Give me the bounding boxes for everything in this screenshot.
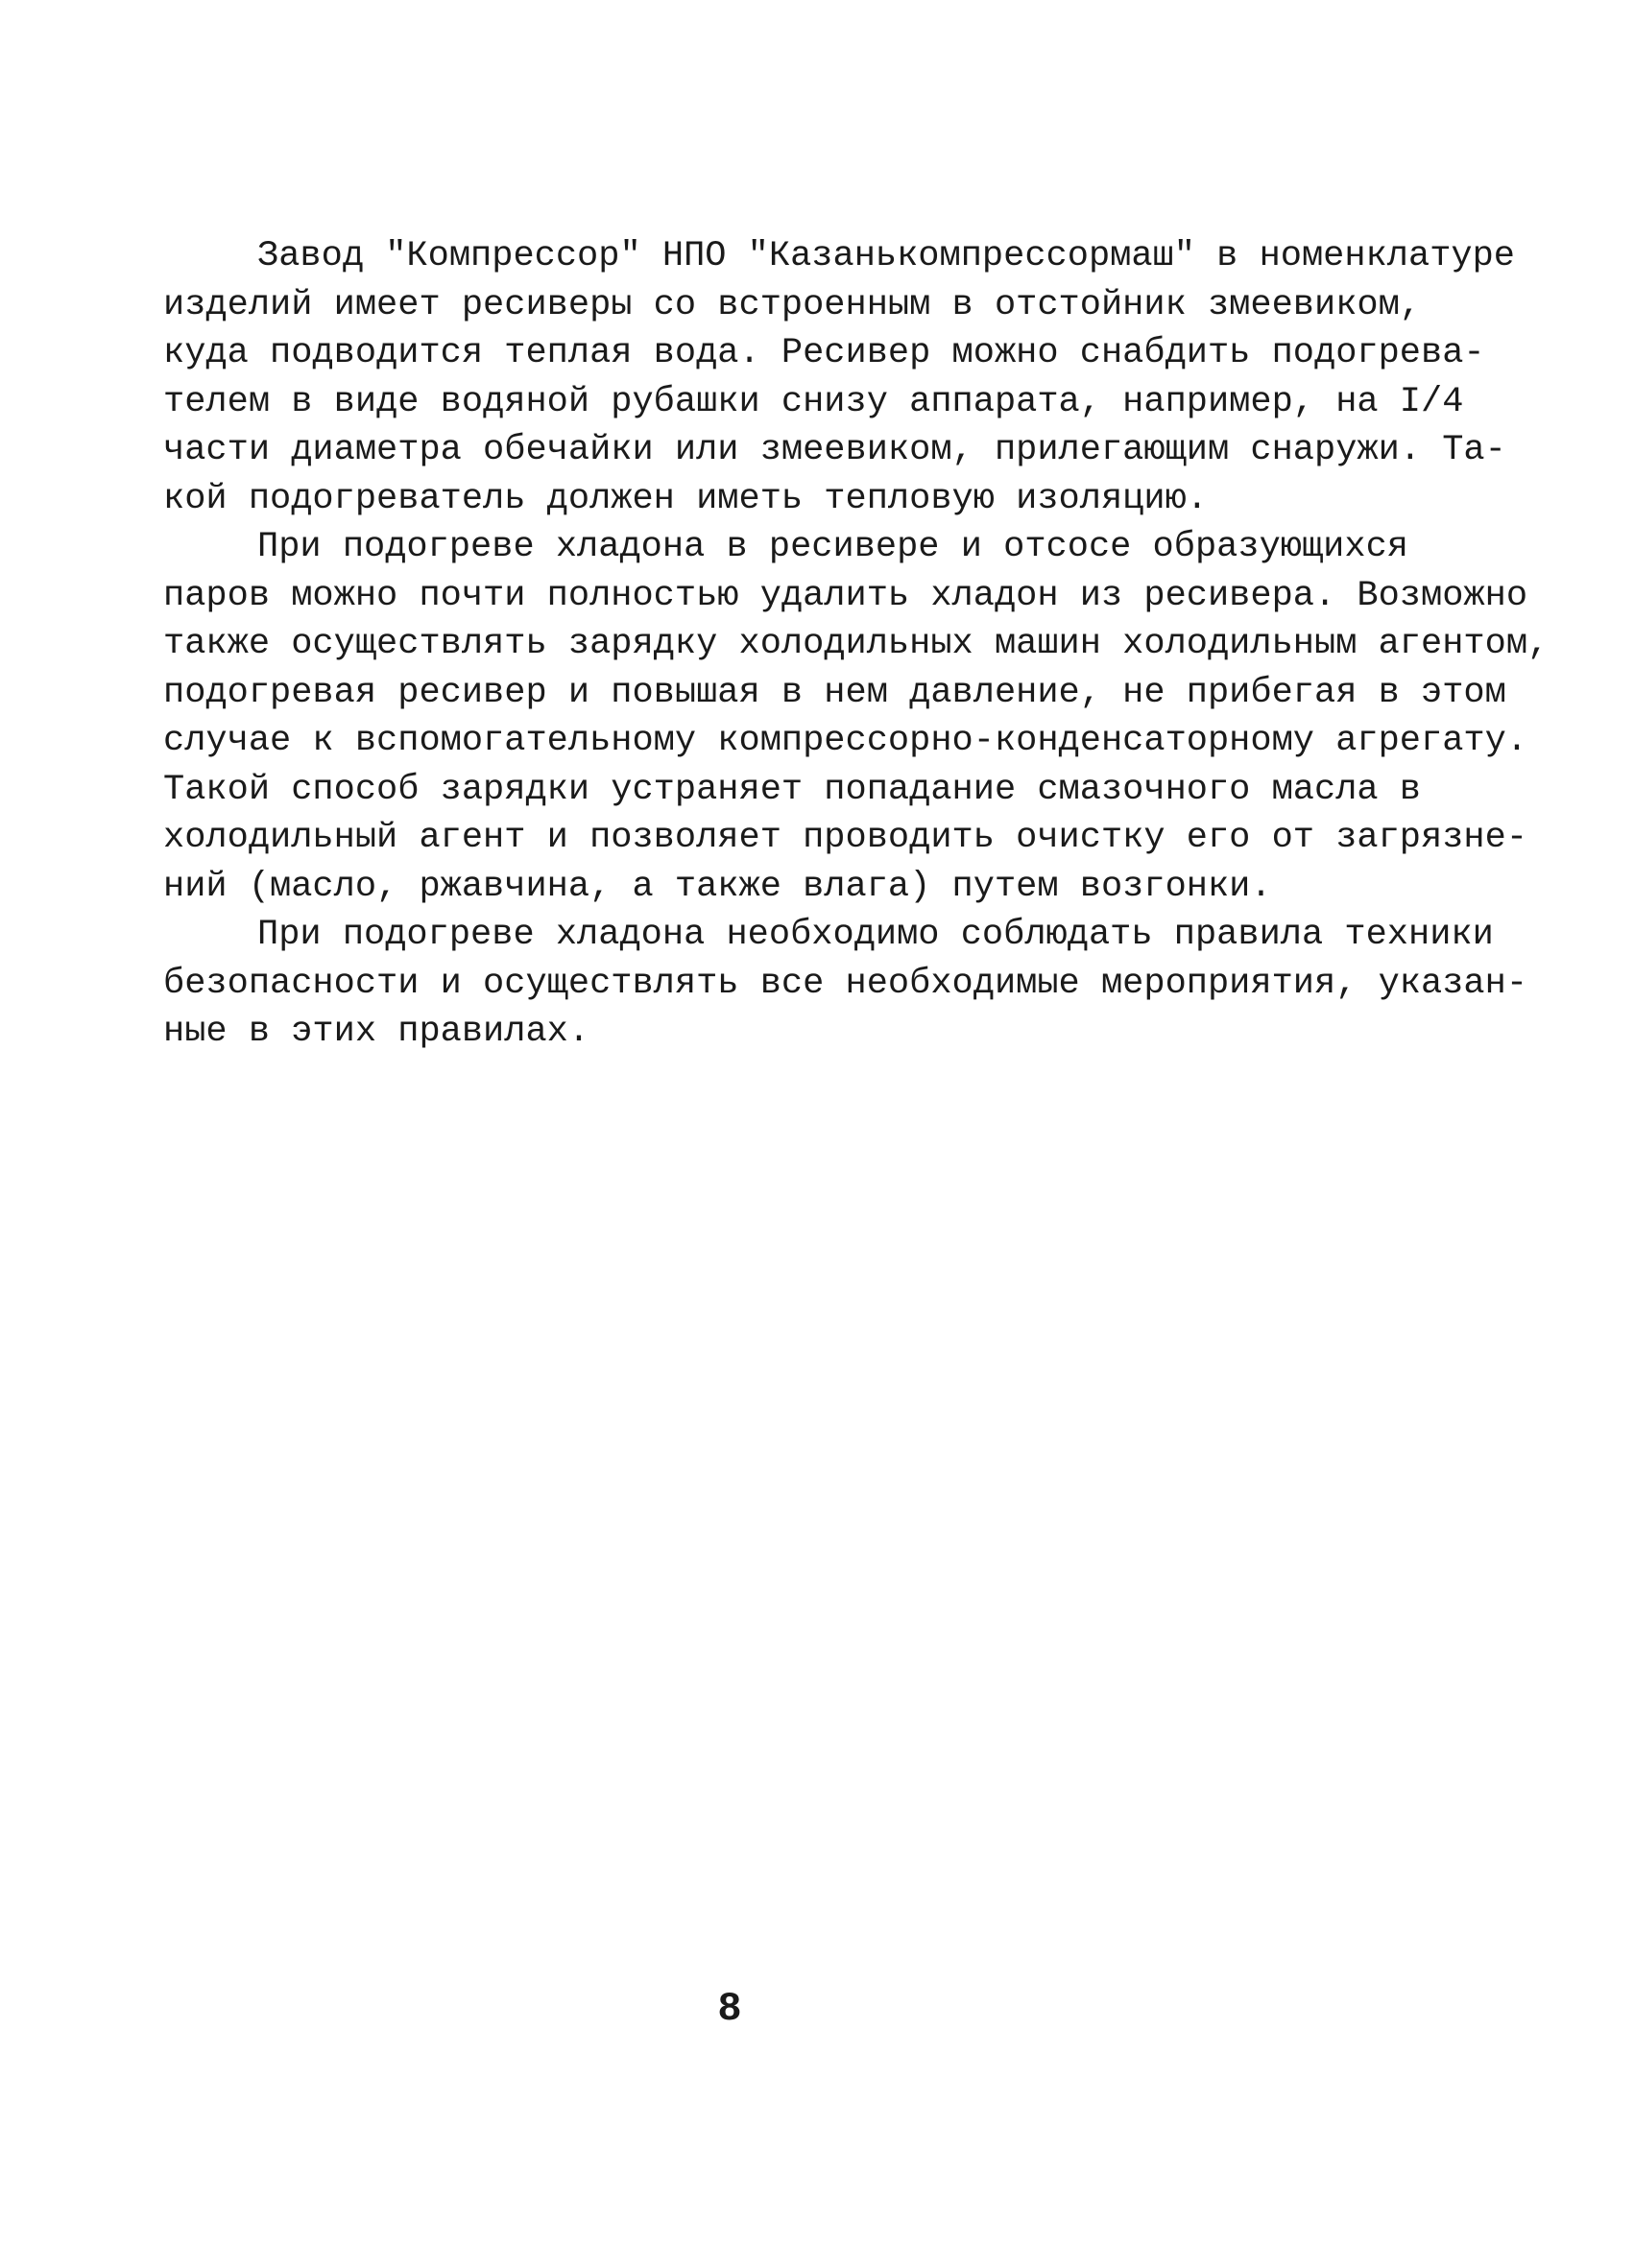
text-line: безопасности и осуществлять все необходимые мероприятия, указан-: [163, 963, 1528, 1004]
text-line: Завод "Компрессор" НПО "Казанькомпрессормаш" в номенклатуре: [257, 236, 1516, 276]
page-number: 8: [717, 1986, 742, 2032]
text-line: кой подогреватель должен иметь тепловую изоляцию.: [163, 478, 1208, 519]
text-line: ные в этих правилах.: [163, 1012, 590, 1052]
text-line: При подогреве хладона необходимо соблюдать правила техники: [257, 915, 1494, 955]
text-line: подогревая ресивер и повышая в нем давление, не прибегая в этом: [163, 672, 1506, 713]
text-line: также осуществлять зарядку холодильных машин холодильным агентом,: [163, 624, 1550, 664]
text-line: изделий имеет ресиверы со встроенным в отстойник змеевиком,: [163, 284, 1422, 325]
text-line: холодильный агент и позволяет проводить очистку его от загрязне-: [163, 818, 1528, 858]
text-line: случае к вспомогательному компрессорно-конденсаторному агрегату.: [163, 721, 1528, 761]
paragraph-1: [163, 232, 1516, 523]
body-text: [163, 232, 1550, 1057]
text-line: телем в виде водяной рубашки снизу аппарата, например, на I/4: [163, 381, 1464, 422]
text-line: куда подводится теплая вода. Ресивер можно снабдить подогрева-: [163, 333, 1485, 373]
text-line: паров можно почти полностью удалить хладон из ресивера. Возможно: [163, 575, 1528, 616]
text-line: Такой способ зарядки устраняет попадание смазочного масла в: [163, 769, 1422, 810]
text-line: При подогреве хладона в ресивере и отсосе образующихся: [257, 527, 1408, 567]
paragraph-3: [163, 911, 1528, 1057]
paragraph-2: [163, 523, 1550, 911]
text-line: части диаметра обечайки или змеевиком, прилегающим снаружи. Та-: [163, 430, 1506, 470]
text-line: ний (масло, ржавчина, а также влага) путем возгонки.: [163, 866, 1272, 907]
